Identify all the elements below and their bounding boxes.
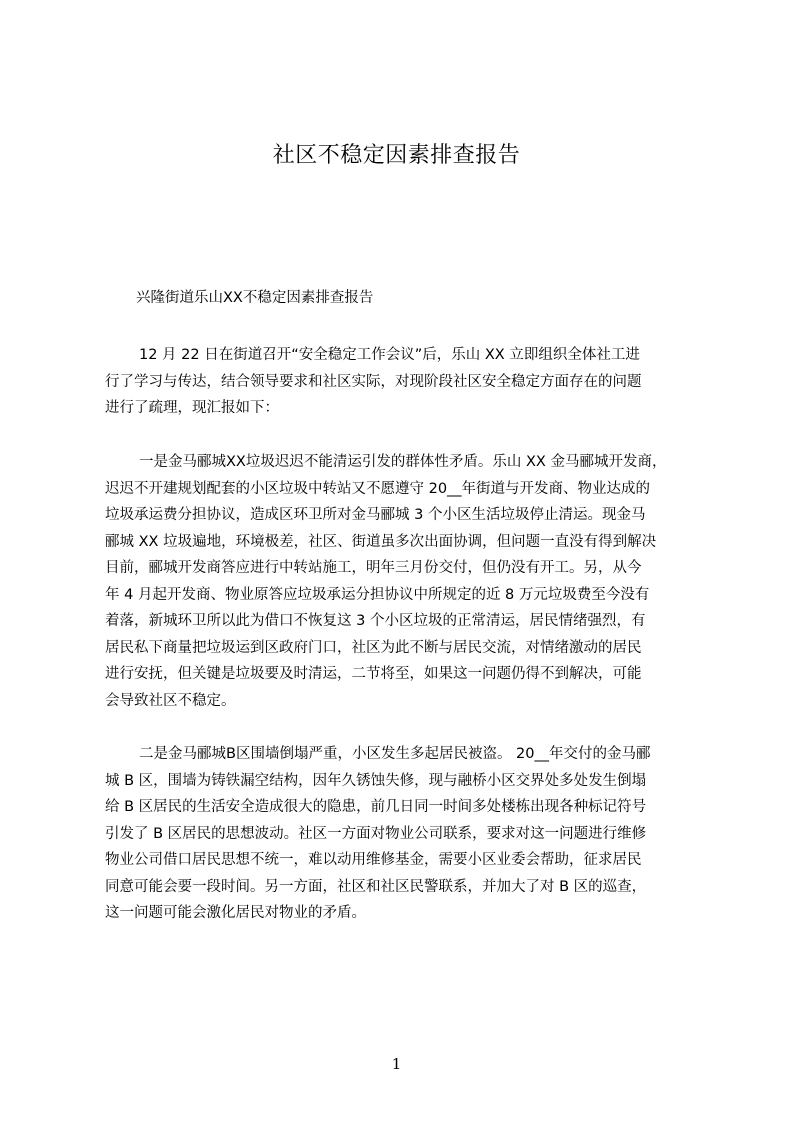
paragraph-line: 目前，郦城开发商答应进行中转站施工，明年三月份交付，但仍没有开工。另，从今 bbox=[105, 560, 642, 576]
paragraph-wall-issue bbox=[105, 741, 699, 927]
paragraph-line: 郦城 XX 垃圾遍地，环境极差，社区、街道虽多次出面协调，但问题一直没有得到解决 bbox=[105, 533, 657, 550]
paragraph-line: 同意可能会要一段时间。另一方面，社区和社区民警联系，并加大了对 B 区的巡查， bbox=[105, 878, 647, 895]
paragraph-line: 行了学习与传达，结合领导要求和社区实际，对现阶段社区安全稳定方面存在的问题 bbox=[105, 373, 642, 390]
paragraph-line: 迟迟不开建规划配套的小区垃圾中转站又不愿遵守 20__年街道与开发商、物业达成的 bbox=[105, 480, 651, 497]
paragraph-line: 着落，新城环卫所以此为借口不恢复这 3 个小区垃圾的正常清运，居民情绪强烈，有 bbox=[105, 613, 646, 629]
paragraph-line: 二是金马郦城B区围墙倒塌严重，小区发生多起居民被盗。 20__年交付的金马郦 bbox=[139, 746, 651, 762]
document-subtitle: 兴隆街道乐山XX不稳定因素排查报告 bbox=[136, 290, 374, 306]
paragraph-line: 进行安抚，但关键是垃圾要及时清运，二节将至，如果这一问题仍得不到解决，可能 bbox=[105, 666, 642, 682]
paragraph-line: 垃圾承运费分担协议，造成区环卫所对金马郦城 3 个小区生活垃圾停止清运。现金马 bbox=[105, 507, 646, 523]
paragraph-line: 居民私下商量把垃圾运到区政府门口，社区为此不断与居民交流，对情绪激动的居民 bbox=[105, 639, 642, 656]
paragraph-line: 这一问题可能会激化居民对物业的矛盾。 bbox=[105, 905, 366, 921]
paragraph-line: 物业公司借口居民思想不统一，难以动用维修基金，需要小区业委会帮助，征求居民 bbox=[105, 852, 642, 868]
paragraph-line: 给 B 区居民的生活安全造成很大的隐患，前几日同一时间多处楼栋出现各种标记符号 bbox=[105, 799, 647, 815]
paragraph-line: 年 4 月起开发商、物业原答应垃圾承运分担协议中所规定的近 8 万元垃圾费至今没有 bbox=[105, 586, 650, 603]
paragraph-line: 12 月 22 日在街道召开“安全稳定工作会议”后，乐山 XX 立即组织全体社工进 bbox=[139, 347, 640, 363]
paragraph-garbage-issue bbox=[105, 449, 699, 714]
paragraph-line: 一是金马郦城XX垃圾迟迟不能清运引发的群体性矛盾。乐山 XX 金马郦城开发商， bbox=[139, 454, 667, 470]
page-number: 1 bbox=[391, 1055, 402, 1073]
paragraph-line: 进行了疏理，现汇报如下： bbox=[105, 400, 279, 416]
paragraph-intro bbox=[105, 342, 699, 422]
paragraph-line: 城 B 区，围墙为铸铁漏空结构，因年久锈蚀失修，现与融桥小区交界处多处发生倒塌 bbox=[105, 772, 647, 789]
paragraph-line: 引发了 B 区居民的思想波动。社区一方面对物业公司联系，要求对这一问题进行维修 bbox=[105, 825, 647, 842]
paragraph-line: 会导致社区不稳定。 bbox=[105, 692, 236, 709]
document-title: 社区不稳定因素排查报告 bbox=[272, 143, 521, 168]
